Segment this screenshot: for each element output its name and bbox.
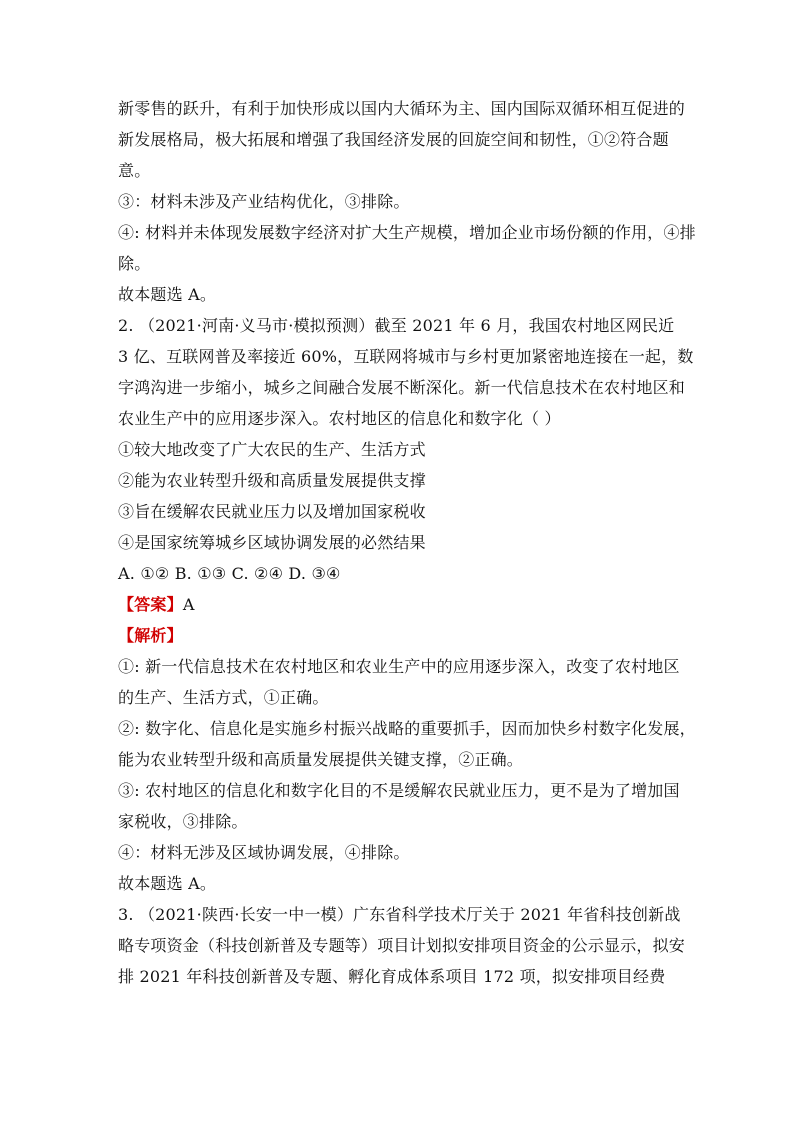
analysis-text-line: 家税收，③排除。 (118, 812, 248, 831)
text-line: 故本题选 A。 (118, 285, 217, 304)
analysis-text-line: 能为农业转型升级和高质量发展提供关键支撑，②正确。 (118, 750, 524, 769)
question-2-stem: 2. （2021·河南·义马市·模拟预测）截至 2021 年 6 月，我国农村地区网民近 (118, 316, 675, 335)
answer-options: A. ①② B. ①③ C. ②④ D. ③④ (118, 564, 341, 583)
text-line: 略专项资金（科技创新普及专题等）项目计划拟安排项目资金的公示显示，拟安 (118, 936, 686, 955)
document-page (118, 93, 696, 992)
statement-3: ③旨在缓解农民就业压力以及增加国家税收 (118, 502, 426, 521)
text-line: 字鸿沟进一步缩小，城乡之间融合发展不断深化。新一代信息技术在农村地区和 (118, 378, 686, 397)
analysis-text-line: ②: 数字化、信息化是实施乡村振兴战略的重要抓手，因而加快乡村数字化发展， (118, 719, 696, 738)
analysis-text-line: ③: 农村地区的信息化和数字化目的不是缓解农民就业压力，更不是为了增加国 (118, 781, 680, 800)
analysis-text-line: 故本题选 A。 (118, 874, 217, 893)
statement-4: ④是国家统筹城乡区域协调发展的必然结果 (118, 533, 426, 552)
statement-2: ②能为农业转型升级和高质量发展提供支撑 (118, 471, 426, 490)
text-line: 3 亿、互联网普及率接近 60%，互联网将城市与乡村更加紧密地连接在一起，数 (118, 347, 694, 366)
text-line: 农业生产中的应用逐步深入。农村地区的信息化和数字化（ ） (118, 409, 561, 428)
text-line: 新发展格局，极大拓展和增强了我国经济发展的回旋空间和韧性，①②符合题 (118, 130, 669, 149)
text-line: 新零售的跃升，有利于加快形成以国内大循环为主、国内国际双循环相互促进的 (118, 99, 686, 118)
analysis-text-line: ①: 新一代信息技术在农村地区和农业生产中的应用逐步深入，改变了农村地区 (118, 657, 680, 676)
analysis-text-line: ④：材料无涉及区域协调发展，④排除。 (118, 843, 410, 862)
statement-1: ①较大地改变了广大农民的生产、生活方式 (118, 440, 426, 459)
analysis-line (118, 620, 678, 651)
text-line: 排 2021 年科技创新普及专题、孵化育成体系项目 172 项，拟安排项目经费 (118, 967, 666, 986)
answer-value: A (182, 595, 195, 614)
question-3-stem: 3. （2021·陕西·长安一中一模）广东省科学技术厅关于 2021 年省科技创新战 (118, 905, 681, 924)
analysis-tag: 【解析】 (118, 626, 183, 645)
text-line: 除。 (118, 254, 151, 273)
text-line: ④: 材料并未体现发展数字经济对扩大生产规模，增加企业市场份额的作用，④排 (118, 223, 696, 242)
text-line: 意。 (118, 161, 151, 180)
answer-tag: 【答案】 (118, 595, 183, 614)
analysis-text-line: 的生产、生活方式，①正确。 (118, 688, 329, 707)
text-line: ③：材料未涉及产业结构优化，③排除。 (118, 192, 410, 211)
answer-line (118, 589, 678, 620)
